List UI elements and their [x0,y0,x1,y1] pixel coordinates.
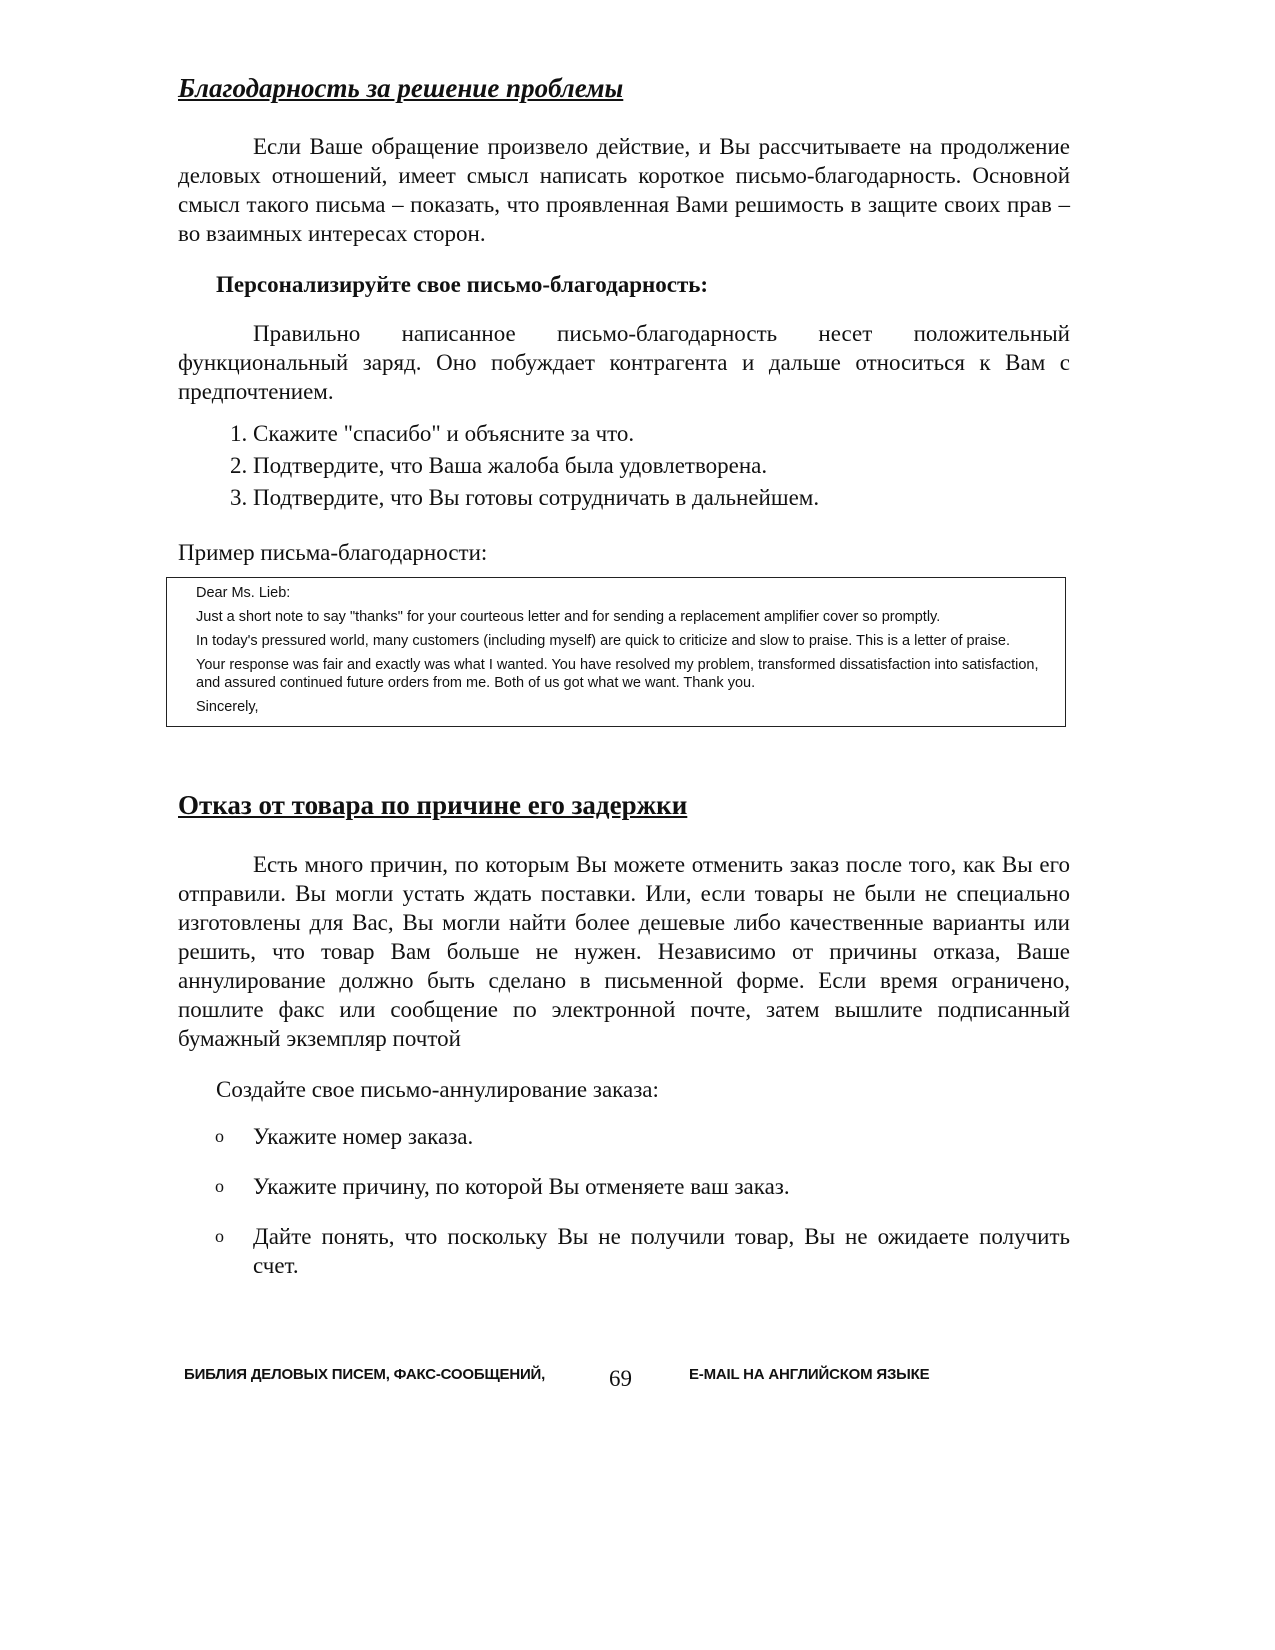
letter-line: In today's pressured world, many customers (including myself) are quick to criticize and slow to praise. This is a letter of praise. [196,633,1011,650]
section-title-cancellation: Отказ от товара по причине его задержки [178,790,688,821]
page-footer [184,1360,944,1396]
paragraph-thanks-intro: Если Ваше обращение произвело действие, и Вы рассчитываете на продолжение деловых отношений, имеет смысл написать короткое письмо-благодарность. Основной смысл такого письма – показать, что проявленная Вами решимость в защите своих прав –во взаимных интересах сторон. [178,134,1070,247]
example-label: Пример письма-благодарности: [178,540,488,566]
cancellation-bullets [178,1122,1070,1280]
paragraph-create-letter: Создайте свое письмо-аннулирование заказа: [216,1076,659,1102]
section-title-thanks: Благодарность за решение проблемы [178,73,624,103]
paragraph-thanks-effect: Правильно написанное письмо-благодарность несет положительный функциональный заряд. Оно побуждает контрагента и дальше относиться к Вам с предпочтением. [178,321,1070,405]
bullet-text: Дайте понять, что поскольку Вы не получили товар, Вы не ожидаете получить счет. [253,1223,1070,1278]
letter-line: Just a short note to say "thanks" for your courteous letter and for sending a replacement amplifier cover so promptly. [196,609,941,626]
letter-closing: Sincerely, [196,699,259,716]
example-letter-box [166,577,1066,727]
list-item: 3. Подтвердите, что Вы готовы сотрудничать в дальнейшем. [253,482,1070,514]
list-item: 2. Подтвердите, что Ваша жалоба была удовлетворена. [253,450,1070,482]
list-item [178,1122,1070,1151]
subheading-personalize: Персонализируйте свое письмо-благодарность: [216,272,709,298]
bullet-circle-icon: o [215,1175,224,1196]
page-number: 69 [609,1366,632,1391]
section-cancellation [178,789,1070,1279]
paragraph-cancellation-reasons: Есть много причин, по которым Вы можете отменить заказ после того, как Вы его отправили. Вы могли устать ждать поставки. Или, если товары не были не специально изготовлены для Вас, Вы могли найти более дешевые либо качественные варианты или решить, что товар Вам больше не нужен. Независимо от причины отказа, Ваше аннулирование должно быть сделано в письменной форме. Если время ограничено, пошлите факс или сообщение по электронной почте, затем вышлите подписанный бумажный экземпляр почтой [178,851,1070,1051]
letter-greeting: Dear Ms. Lieb: [196,585,291,602]
list-item [178,1222,1070,1280]
bullet-text: Укажите причину, по которой Вы отменяете ваш заказ. [253,1173,790,1199]
footer-right-title: E-MAIL НА АНГЛИЙСКОМ ЯЗЫКЕ [689,1366,930,1383]
bullet-text: Укажите номер заказа. [253,1123,474,1149]
list-item [178,1172,1070,1201]
bullet-circle-icon: o [215,1125,224,1146]
bullet-circle-icon: o [215,1225,224,1246]
steps-list [178,418,1070,514]
letter-line: Your response was fair and exactly was what I wanted. You have resolved my problem, transformed dissatisfaction into satisfaction, and assured continued future orders from me. Both of us got what we want. Thank you. [196,657,1039,692]
document-page [178,72,1070,1301]
list-item: 1. Скажите "спасибо" и объясните за что. [253,418,1070,450]
footer-left-title: БИБЛИЯ ДЕЛОВЫХ ПИСЕМ, ФАКС-СООБЩЕНИЙ, [184,1366,546,1383]
